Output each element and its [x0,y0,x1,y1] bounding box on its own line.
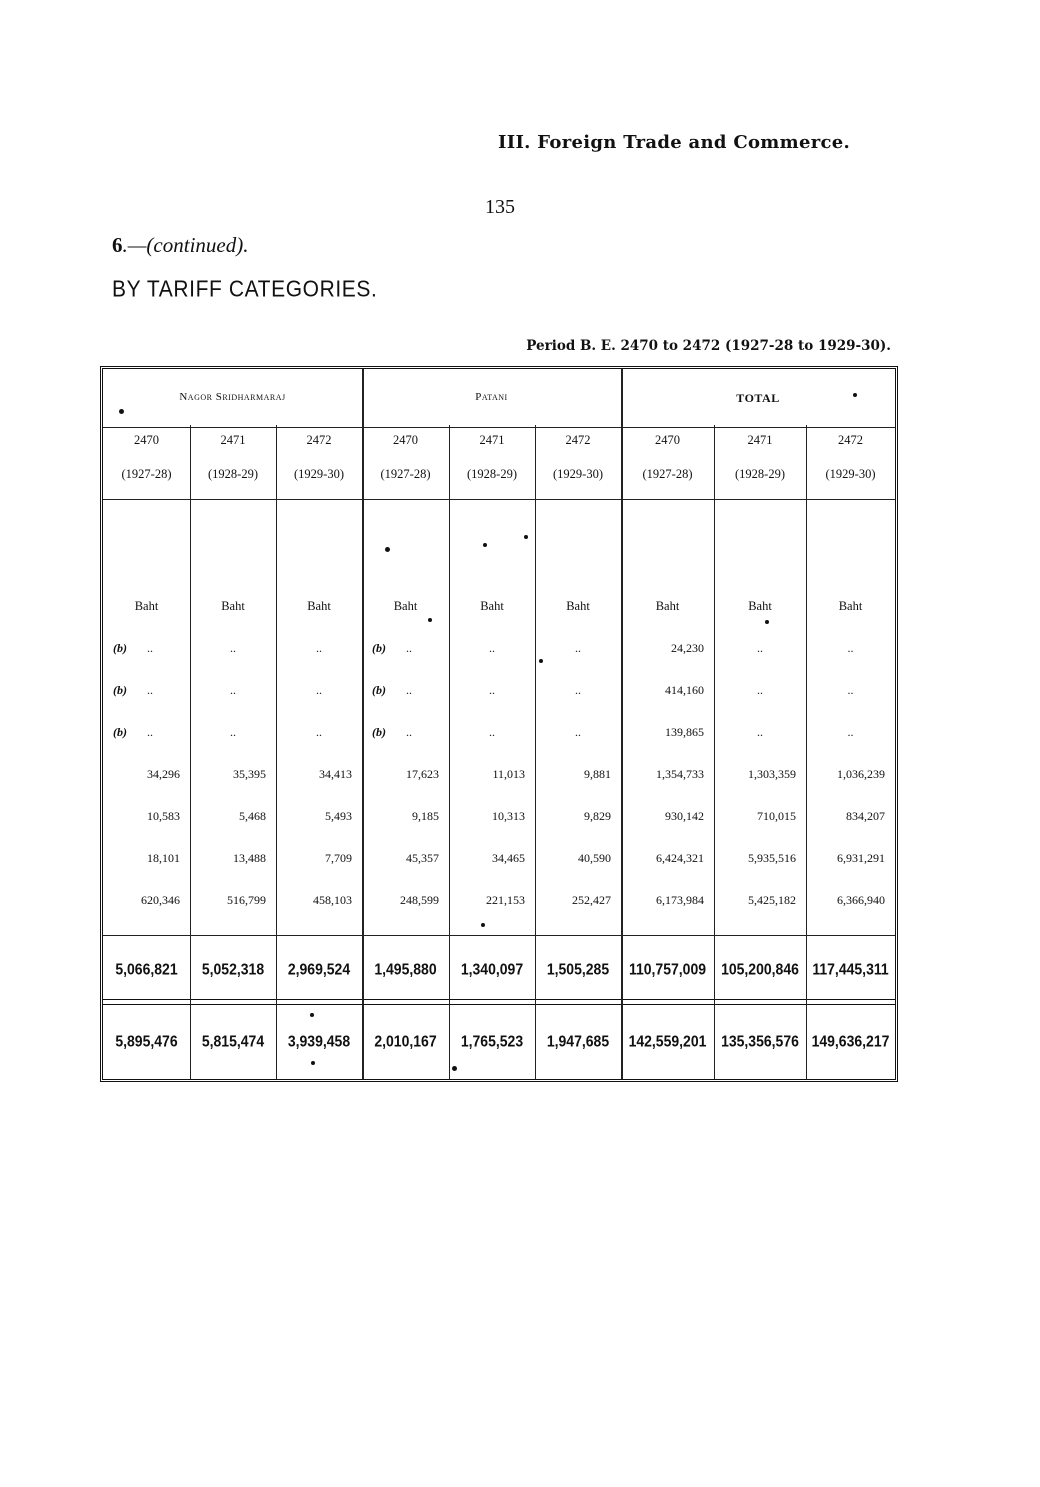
table-cell: 24,230 [671,641,704,655]
unit-label: Baht [393,599,418,613]
column-period: (1927-28) [380,467,431,481]
subtotal-cell: 1,505,285 [546,960,610,978]
table-cell: 7,709 [325,851,352,865]
table-cell: .. [147,641,153,655]
table-cell: 6,424,321 [656,851,704,865]
print-speck [311,1061,315,1065]
table-cell: .. [847,725,854,739]
table-cell: 9,829 [584,809,611,823]
subtotal-cell: 1,340,097 [460,960,524,978]
table-cell: .. [316,683,322,697]
table-cell: 18,101 [147,851,180,865]
column-year: 2471 [220,433,246,447]
table-cell: 17,623 [406,767,439,781]
table-cell: .. [757,641,763,655]
table-cell: .. [847,683,854,697]
subtotal-cell: 105,200,846 [721,960,799,978]
col-rule [535,425,536,1079]
table-cell: .. [406,641,412,655]
table-cell: 5,468 [239,809,266,823]
subtotal-cell: 5,066,821 [115,960,178,978]
unit-label: Baht [566,599,590,613]
print-speck [452,1066,457,1071]
note-b-marker: (b) [113,683,127,697]
table-cell: .. [757,725,763,739]
table-number: 6 [112,233,123,257]
table-cell: 9,185 [412,809,439,823]
running-head-title: III. Foreign Trade and Commerce. [498,132,851,153]
table-cell: 1,303,359 [748,767,796,781]
note-b-marker: (b) [372,725,386,739]
unit-label: Baht [748,599,772,613]
print-speck [765,620,769,624]
unit-label: Baht [221,599,245,613]
column-period: (1927-28) [121,467,172,481]
col-rule [449,425,450,1079]
table-cell: .. [489,725,495,739]
table-cell: 10,313 [492,809,525,823]
table-cell: 6,366,940 [837,893,885,907]
table-cell: 1,036,239 [837,767,885,781]
table-cell: 5,425,182 [748,893,796,907]
grand-total-cell: 142,559,201 [628,1032,707,1050]
unit-label: Baht [655,599,680,613]
table-cell: 34,413 [319,767,352,781]
column-period: (1927-28) [642,467,693,481]
rule-grand-total [103,999,895,1005]
grand-total-cell: 5,815,474 [201,1032,265,1050]
table-cell: 6,931,291 [837,851,885,865]
rule-col-head [103,499,895,500]
table-cell: .. [575,683,581,697]
note-b-marker: (b) [113,641,127,655]
column-year: 2472 [306,433,332,447]
table-cell: 10,583 [147,809,180,823]
table-cell: 5,493 [325,809,352,823]
table-cell: 13,488 [233,851,266,865]
col-rule [276,425,277,1079]
table-cell: .. [406,683,412,697]
table-cell: .. [230,683,236,697]
table-cell: 414,160 [665,683,704,697]
table-cell: 710,015 [757,809,796,823]
table-cell: .. [147,725,153,739]
table-cell: 930,142 [665,809,704,823]
print-speck [853,393,857,397]
table-cell: .. [489,641,495,655]
unit-label: Baht [307,599,331,613]
column-period: (1928-29) [467,467,517,481]
table-cell: .. [406,725,412,739]
table-cell: .. [757,683,763,697]
grand-total-cell: 135,356,576 [721,1032,799,1050]
column-year: 2470 [134,433,159,447]
group-head-total: TOTAL [736,391,780,405]
table-cell: .. [316,725,322,739]
table-cell: .. [230,641,236,655]
table-cell: .. [575,641,581,655]
subtotal-cell: 1,495,880 [374,960,437,978]
subtotal-cell: 110,757,009 [628,960,707,978]
print-speck [481,923,485,927]
note-b-marker: (b) [113,725,127,739]
table-cell: 516,799 [227,893,266,907]
print-speck [539,659,543,663]
column-year: 2470 [655,433,680,447]
table-cell: 6,173,984 [656,893,704,907]
table-cell: .. [316,641,322,655]
print-speck [310,1013,314,1017]
table-cell: .. [847,641,854,655]
print-speck [119,409,124,414]
note-b-marker: (b) [372,683,386,697]
print-speck [385,547,390,552]
period-caption: Period B. E. 2470 to 2472 (1927-28 to 1929-30). [526,338,891,354]
group-head-nagor-sridharmaraj: Nagor Sridharmaraj [179,391,286,403]
table-cell: 139,865 [665,725,704,739]
page-number: 135 [485,196,515,218]
table-cell: 35,395 [233,767,266,781]
table-cell: 9,881 [584,767,611,781]
table-cell: 11,013 [492,767,525,781]
column-year: 2471 [747,433,773,447]
table-cell: .. [575,725,581,739]
continued-label: .—(continued). [122,233,249,257]
table-cell: .. [230,725,236,739]
unit-label: Baht [838,599,863,613]
print-speck [428,618,432,622]
table-cell: 834,207 [846,809,885,823]
table-cell: 252,427 [572,893,611,907]
rule-subtotal [103,935,895,936]
table-cell: 1,354,733 [656,767,704,781]
subtotal-cell: 2,969,524 [287,960,351,978]
col-rule [714,425,715,1079]
grand-total-cell: 1,947,685 [546,1032,610,1050]
table-cell: .. [147,683,153,697]
subtotal-cell: 117,445,311 [812,960,889,978]
table-cell: 34,296 [147,767,180,781]
table-cell: 45,357 [406,851,439,865]
table-cell: 620,346 [141,893,180,907]
print-speck [483,543,487,547]
group-head-patani: Patani [475,391,508,403]
note-b-marker: (b) [372,641,386,655]
subtotal-cell: 5,052,318 [201,960,265,978]
table-cell: 221,153 [486,893,525,907]
section-title: BY TARIFF CATEGORIES. [112,277,378,302]
column-period: (1929-30) [553,467,603,481]
column-year: 2472 [565,433,591,447]
column-year: 2472 [838,433,863,447]
grand-total-cell: 3,939,458 [287,1032,351,1050]
table-continued-caption [112,233,248,258]
col-rule [190,425,191,1079]
grand-total-cell: 2,010,167 [374,1032,437,1050]
grand-total-cell: 5,895,476 [115,1032,178,1050]
table-cell: 458,103 [313,893,352,907]
unit-label: Baht [480,599,504,613]
col-rule [806,425,807,1079]
unit-label: Baht [134,599,159,613]
table-cell: .. [489,683,495,697]
column-year: 2470 [393,433,418,447]
data-table [100,366,898,1082]
table-cell: 34,465 [492,851,525,865]
column-period: (1928-29) [735,467,785,481]
table-cell: 5,935,516 [748,851,796,865]
column-period: (1929-30) [825,467,876,481]
grand-total-cell: 149,636,217 [811,1032,890,1050]
column-period: (1928-29) [208,467,258,481]
table-cell: 40,590 [578,851,611,865]
column-year: 2471 [479,433,505,447]
table-cell: 248,599 [400,893,439,907]
print-speck [524,535,528,539]
column-period: (1929-30) [294,467,344,481]
grand-total-cell: 1,765,523 [460,1032,524,1050]
